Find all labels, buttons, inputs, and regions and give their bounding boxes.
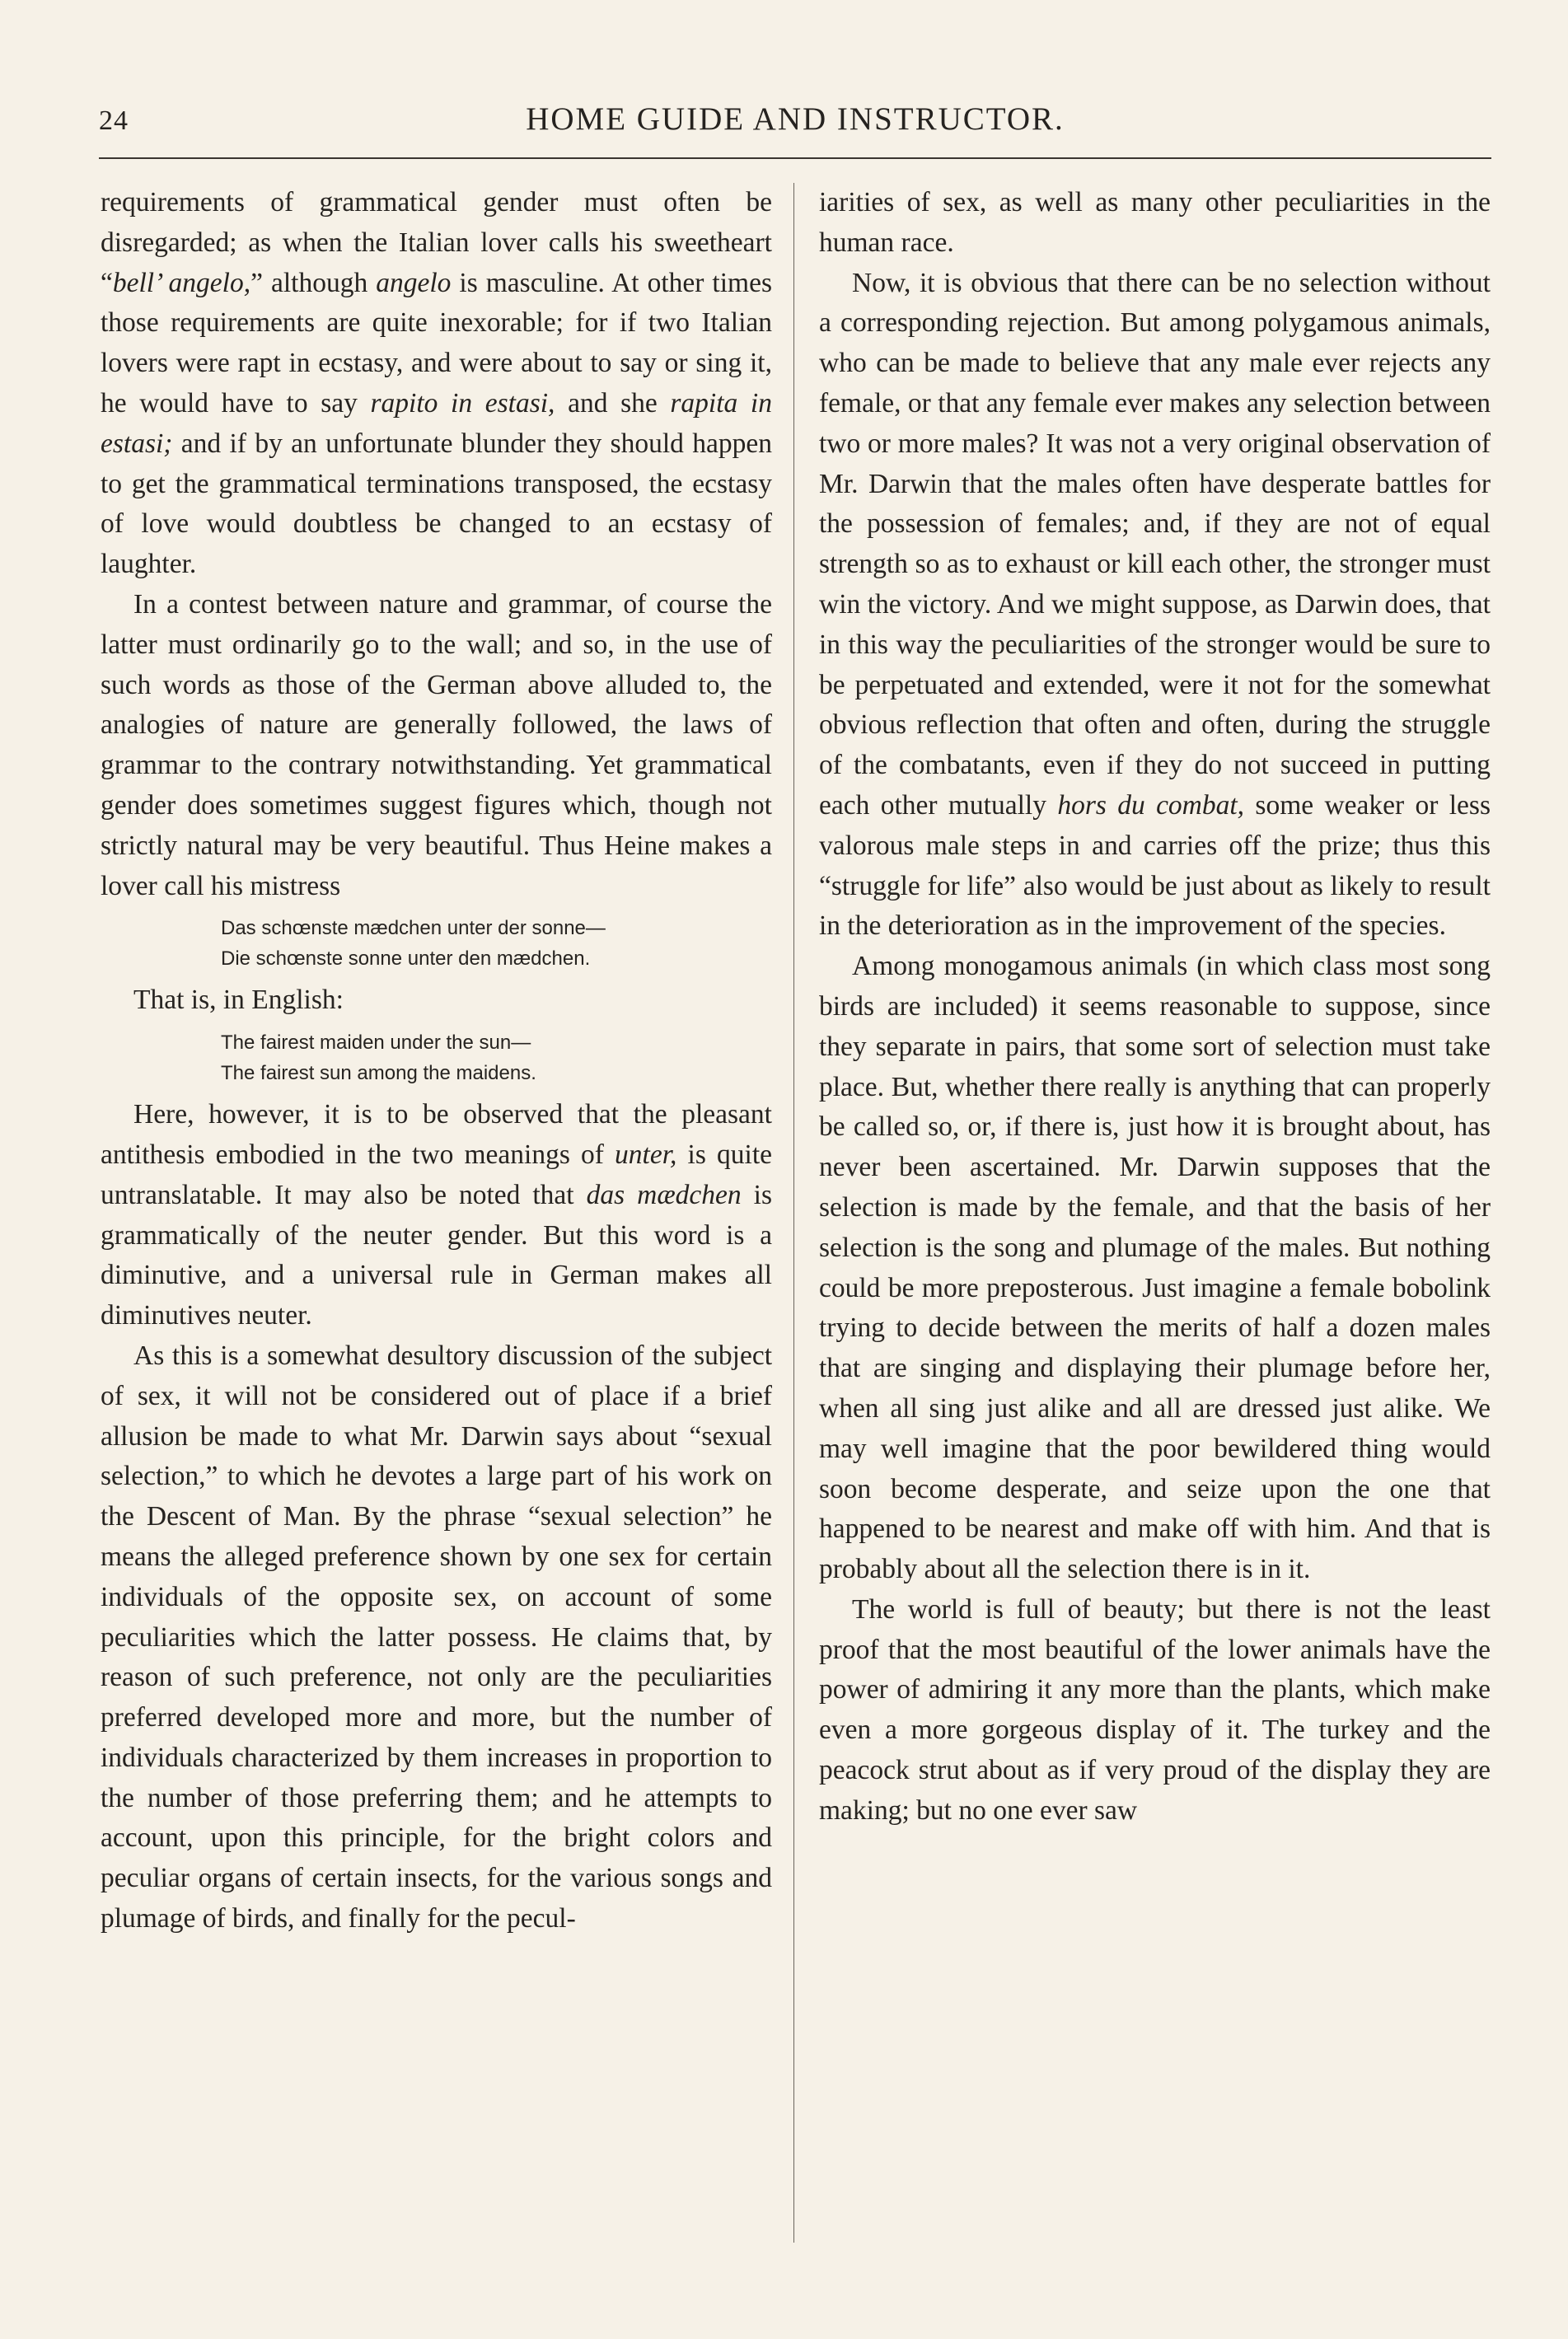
left-column [101, 183, 772, 2259]
italic-phrase: das mædchen [586, 1179, 742, 1210]
paragraph-world-of-beauty: The world is full of beauty; but there is not the least proof that the most beautiful of the lower animals have the power of admiring it any more than the plants, which make even a more gorgeous display of it. The turkey and the peacock strut about as if very proud of the display they are making; but no one ever saw [819, 1593, 1491, 1826]
text-run: is masculine. At other times those requirements are quite inexorable; for if two Italian lovers were rapt in ecstasy, and were about to say or sing it, he would have to say [101, 267, 772, 419]
running-title: HOME GUIDE AND INSTRUCTOR. [526, 101, 1065, 137]
text-run: ” although [250, 267, 377, 298]
italic-phrase: rapita in estasi; [101, 387, 772, 459]
text-run: Now, it is obvious that there can be no selection without a corresponding rejection. But among polygamous animals, who can be made to believe that any male ever rejects any female, or that any female ever makes any selection between two or more males? It was not a very original observation of Mr. Darwin that the males often have desperate battles for the possession of females; and, if they are not of equal strength so as to exhaust or kill each other, the stronger must win the victory. And we might suppose, as Darwin does, that in this way the peculiarities of the stronger would be sure to be perpetuated and extended, were it not for the somewhat obvious reflection that often and often, during the struggle of the combatants, even if they do not succeed in putting each other mutually [819, 267, 1491, 821]
verse-line: Das schœnste mædchen unter der sonne— [221, 917, 606, 940]
italic-phrase: hors du combat, [1057, 789, 1245, 821]
german-verse [221, 913, 772, 974]
paragraph-monogamous-animals: Among monogamous animals (in which class most song birds are included) it seems reasonable to suppose, since they separate in pairs, that some sort of selection must take place. But, whether there really is anything that can properly be called so, or, if there is, just how it is brought about, has never been ascertained. Mr. Darwin supposes that the selection is made by the female, and that the basis of her selection is the song and plumage of the males. But nothing could be more preposterous. Just imagine a female bobolink trying to decide between the merits of half a dozen males that are singing and displaying their plumage before her, when all sing just alike and all are dressed just alike. We may well imagine that the poor bewildered thing would soon become desperate, and seize upon the one that happened to be nearest and make off with him. And that is probably about all the selection there is in it. [819, 951, 1491, 1585]
text-run: Here, however, it is to be observed that the pleasant antithesis embodied in the two meanings of [101, 1099, 772, 1170]
text-run: and she [555, 387, 671, 419]
column-divider [793, 183, 794, 2243]
paragraph-sexual-selection: As this is a somewhat desultory discussion of the subject of sex, it will not be considered out of place if a brief allusion be made to what Mr. Darwin says about “sexual selection,” to which he devotes a large part of his work on the Descent of Man. By the phrase “sexual selection” he means the alleged preference shown by one sex for certain individuals of the opposite sex, on account of some peculiarities which the latter possess. He claims that, by reason of such preference, not only are the peculiarities preferred developed more and more, but the number of individuals characterized by them increases in proportion to the number of those preferring them; and he attempts to account, upon this principle, for the bright colors and peculiar organs of certain insects, for the various songs and plumage of birds, and finally for the pecul- [101, 1340, 772, 1934]
paragraph-antithesis [101, 1095, 772, 1336]
paragraph-in-english: That is, in English: [133, 985, 344, 1016]
italic-phrase: bell’ angelo, [112, 267, 251, 298]
paragraph-nature-grammar: In a contest between nature and grammar, of course the latter must ordinarily go to the wall; and so, in the use of such words as those of the German above alluded to, the analogies of nature are generally followed, the laws of grammar to the contrary notwithstanding. Yet grammatical gender does sometimes suggest figures which, though not strictly natural may be very beautiful. Thus Heine makes a lover call his mistress [101, 588, 772, 901]
right-column [819, 183, 1491, 2259]
page-header [99, 91, 1491, 140]
paragraph-continuation: iarities of sex, as well as many other peculiarities in the human race. [819, 187, 1491, 258]
paragraph-gender-requirements [101, 183, 772, 585]
verse-line: The fairest maiden under the sun— [221, 1031, 531, 1055]
verse-line: The fairest sun among the maidens. [221, 1062, 536, 1085]
english-verse [221, 1027, 772, 1088]
text-run: is quite untranslatable. It may also be noted that [101, 1139, 772, 1210]
italic-phrase: angelo [376, 267, 452, 298]
text-run: some weaker or less valorous male steps in and carries off the prize; thus this “struggle for life” also would be just about as likely to result in the deterioration as in the improvement of the species. [819, 789, 1491, 942]
paragraph-polygamous-animals [819, 264, 1491, 947]
text-run: is grammatically of the neuter gender. But this word is a diminutive, and a universal rule in German makes all diminutives neuter. [101, 1179, 772, 1331]
text-run: and if by an unfortunate blunder they should happen to get the grammatical terminations transposed, the ecstasy of love would doubtless be changed to an ecstasy of laughter. [101, 428, 772, 580]
text-run: requirements of grammatical gender must often be disregarded; as when the Italian lover calls his sweetheart “ [101, 187, 772, 298]
header-rule [99, 157, 1491, 159]
page-number: 24 [99, 105, 129, 136]
italic-phrase: rapito in estasi, [370, 387, 555, 419]
italic-phrase: unter, [615, 1139, 677, 1170]
verse-line: Die schœnste sonne unter den mædchen. [221, 947, 591, 971]
